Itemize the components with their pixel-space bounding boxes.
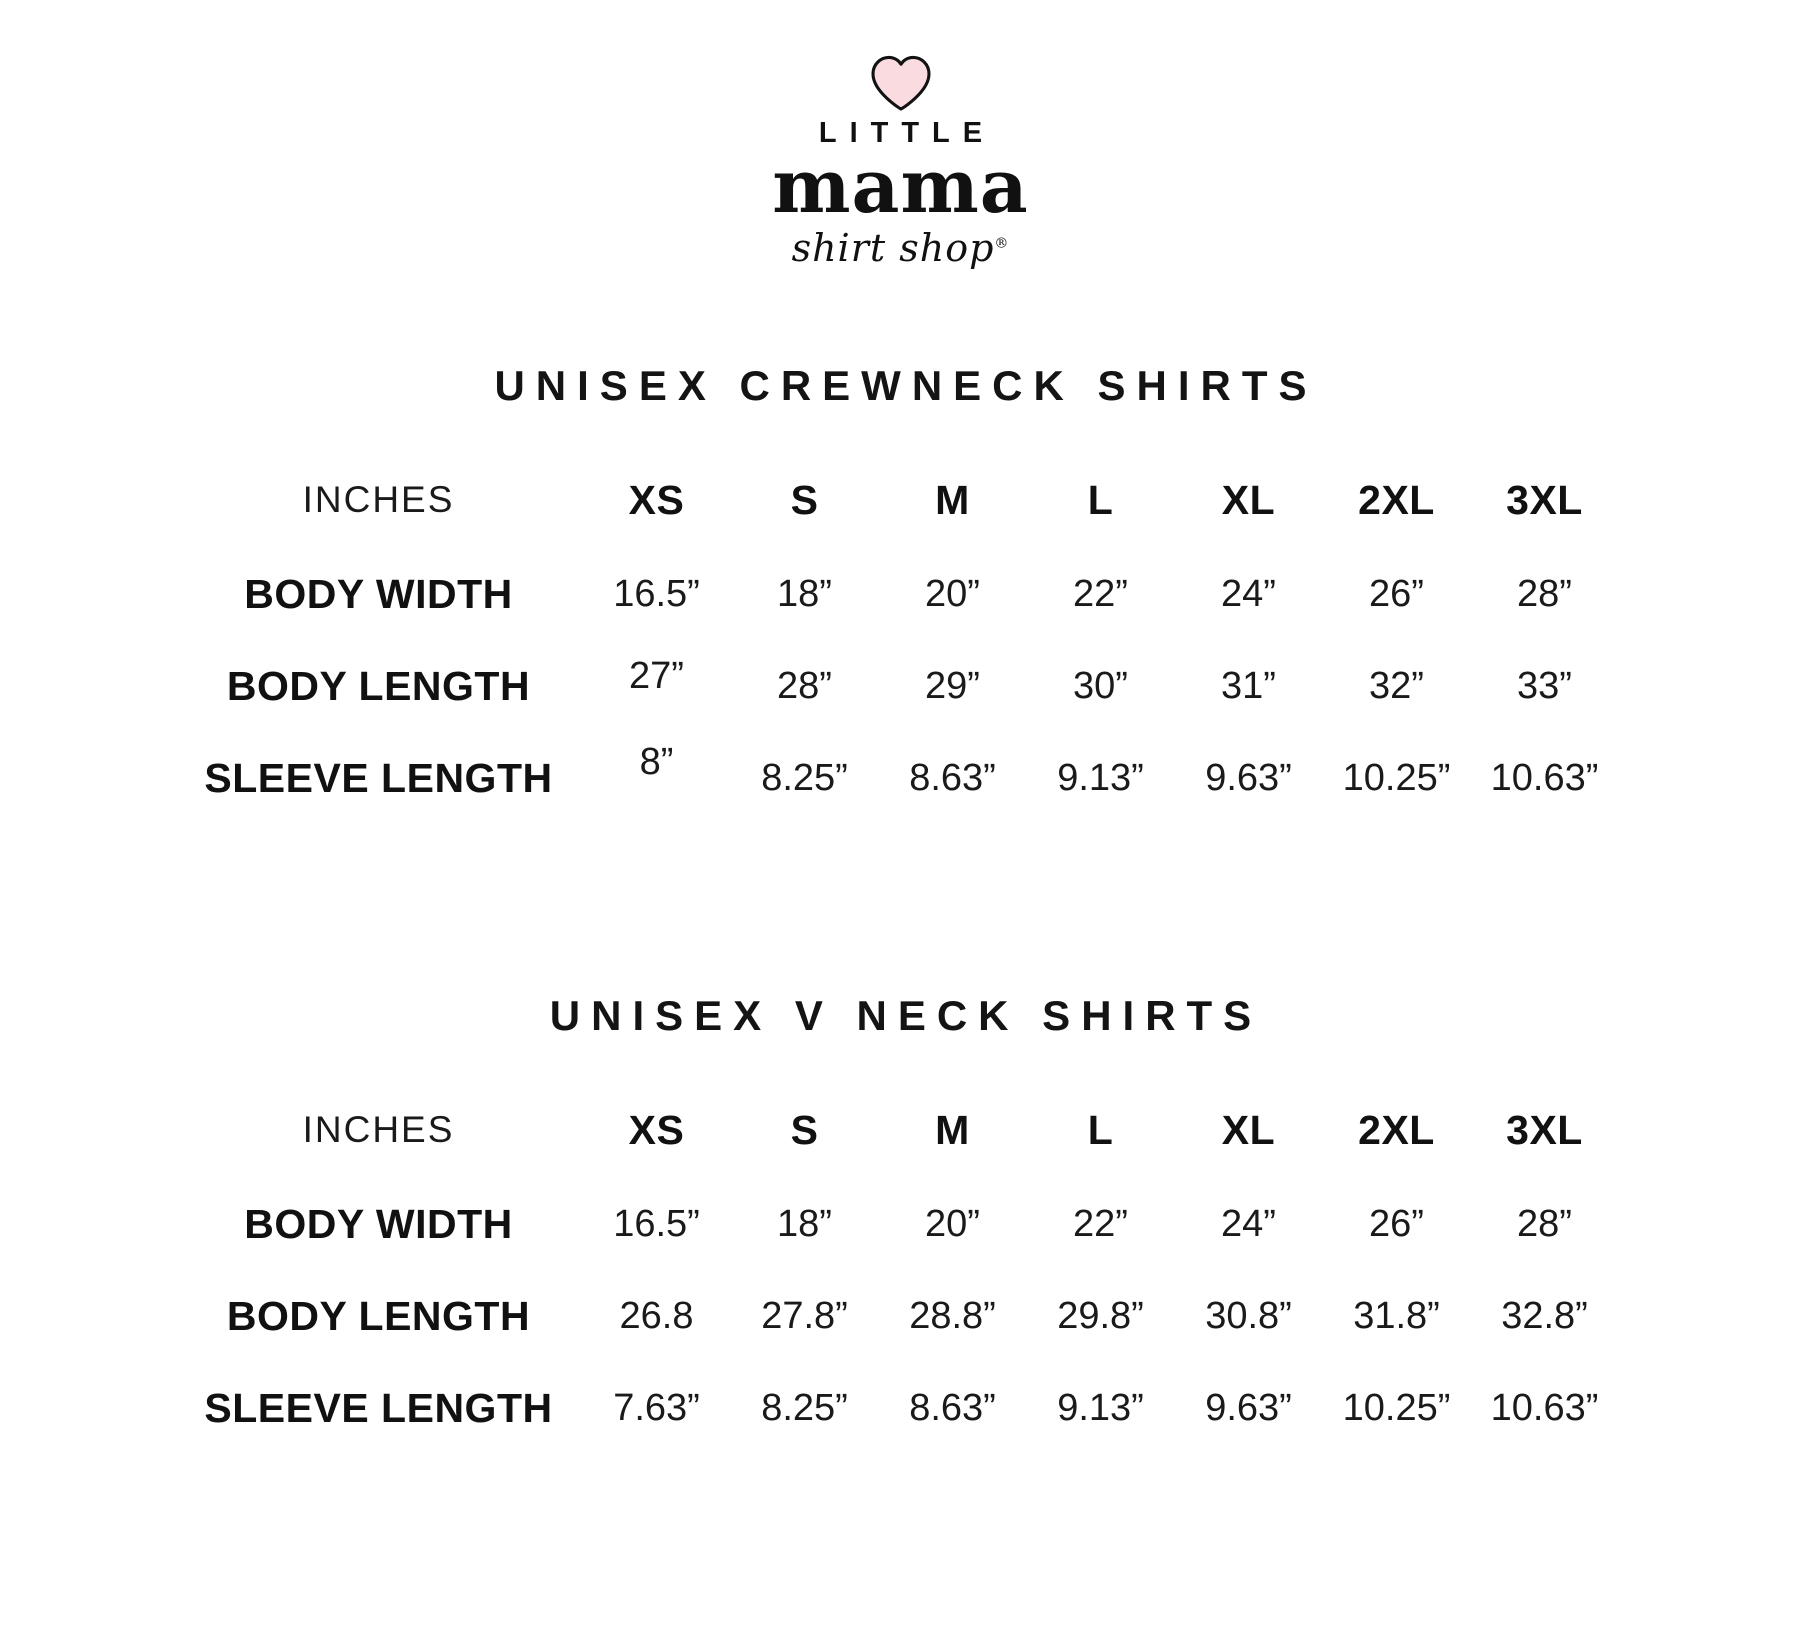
cell-body-width-xl: 24”	[1221, 1202, 1276, 1245]
cell-body-length-2xl: 32”	[1369, 664, 1424, 707]
cell-body-width-m: 20”	[925, 572, 980, 615]
table-row	[183, 1270, 1619, 1362]
brand-shirtshop-text: shirt shop	[791, 226, 995, 271]
header-size-l: L	[1087, 1106, 1114, 1153]
cell-sleeve-length-m: 8.63”	[909, 756, 996, 799]
cell-body-length-s: 27.8”	[761, 1294, 848, 1337]
cell-sleeve-length-l: 9.13”	[1057, 1386, 1144, 1429]
cell-body-length-xl: 31”	[1221, 664, 1276, 707]
cell-body-length-l: 30”	[1073, 664, 1128, 707]
cell-body-width-m: 20”	[925, 1202, 980, 1245]
row-label-body-width: BODY WIDTH	[244, 570, 513, 617]
cell-body-length-m: 29”	[925, 664, 980, 707]
cell-body-width-l: 22”	[1073, 572, 1128, 615]
cell-body-length-3xl: 33”	[1517, 664, 1572, 707]
cell-body-width-3xl: 28”	[1517, 572, 1572, 615]
row-label-sleeve-length: SLEEVE LENGTH	[204, 1384, 553, 1431]
cell-body-length-3xl: 32.8”	[1501, 1294, 1588, 1337]
cell-body-length-l: 29.8”	[1057, 1294, 1144, 1337]
section-title-v-neck: UNISEX V NECK SHIRTS	[549, 992, 1263, 1040]
cell-body-width-s: 18”	[777, 1202, 832, 1245]
table-row	[183, 732, 1619, 824]
header-size-l: L	[1087, 476, 1114, 523]
section-unisex-v-neck	[0, 992, 1801, 1454]
cell-body-length-2xl: 31.8”	[1353, 1294, 1440, 1337]
cell-sleeve-length-xs: 8”	[639, 740, 674, 783]
header-size-m: M	[935, 1106, 970, 1153]
cell-body-width-3xl: 28”	[1517, 1202, 1572, 1245]
table-row	[183, 1178, 1619, 1270]
cell-sleeve-length-s: 8.25”	[761, 1386, 848, 1429]
header-size-xl: XL	[1221, 1106, 1276, 1153]
cell-body-length-xl: 30.8”	[1205, 1294, 1292, 1337]
header-size-xs: XS	[628, 1106, 685, 1153]
brand-line-mama: mama	[772, 144, 1029, 230]
size-table-crewneck	[183, 452, 1619, 824]
header-size-m: M	[935, 476, 970, 523]
header-size-xl: XL	[1221, 476, 1276, 523]
header-inches: INCHES	[302, 1109, 455, 1151]
cell-body-length-s: 28”	[777, 664, 832, 707]
cell-body-width-2xl: 26”	[1369, 1202, 1424, 1245]
header-size-3xl: 3XL	[1506, 1106, 1583, 1153]
cell-sleeve-length-3xl: 10.63”	[1490, 1386, 1599, 1429]
cell-body-width-s: 18”	[777, 572, 832, 615]
registered-mark: ®	[994, 235, 1010, 252]
cell-body-width-xs: 16.5”	[613, 1202, 700, 1245]
cell-body-width-2xl: 26”	[1369, 572, 1424, 615]
cell-body-length-m: 28.8”	[909, 1294, 996, 1337]
header-size-2xl: 2XL	[1358, 476, 1435, 523]
section-unisex-crewneck	[0, 362, 1801, 824]
cell-body-length-xs: 27”	[629, 654, 684, 697]
header-size-3xl: 3XL	[1506, 476, 1583, 523]
cell-sleeve-length-3xl: 10.63”	[1490, 756, 1599, 799]
brand-logo	[0, 55, 1801, 270]
brand-line-little: LITTLE	[818, 117, 996, 149]
cell-sleeve-length-2xl: 10.25”	[1342, 756, 1451, 799]
row-label-body-length: BODY LENGTH	[226, 1292, 531, 1339]
cell-sleeve-length-2xl: 10.25”	[1342, 1386, 1451, 1429]
header-size-s: S	[790, 476, 819, 523]
brand-line-shirt-shop	[792, 226, 1010, 270]
cell-body-length-xs: 26.8	[619, 1294, 694, 1337]
size-table-v-neck	[183, 1082, 1619, 1454]
cell-body-width-xl: 24”	[1221, 572, 1276, 615]
cell-body-width-l: 22”	[1073, 1202, 1128, 1245]
row-label-body-width: BODY WIDTH	[244, 1200, 513, 1247]
row-label-body-length: BODY LENGTH	[226, 662, 531, 709]
cell-sleeve-length-xs: 7.63”	[613, 1386, 700, 1429]
table-row	[183, 1362, 1619, 1454]
header-size-s: S	[790, 1106, 819, 1153]
cell-sleeve-length-s: 8.25”	[761, 756, 848, 799]
cell-sleeve-length-m: 8.63”	[909, 1386, 996, 1429]
cell-sleeve-length-xl: 9.63”	[1205, 1386, 1292, 1429]
cell-sleeve-length-l: 9.13”	[1057, 756, 1144, 799]
table-row	[183, 548, 1619, 640]
header-inches: INCHES	[302, 479, 455, 521]
table-header-row	[183, 452, 1619, 548]
section-title-crewneck: UNISEX CREWNECK SHIRTS	[494, 362, 1318, 410]
cell-sleeve-length-xl: 9.63”	[1205, 756, 1292, 799]
header-size-xs: XS	[628, 476, 685, 523]
table-row	[183, 640, 1619, 732]
header-size-2xl: 2XL	[1358, 1106, 1435, 1153]
table-header-row	[183, 1082, 1619, 1178]
heart-icon	[870, 55, 932, 111]
cell-body-width-xs: 16.5”	[613, 572, 700, 615]
row-label-sleeve-length: SLEEVE LENGTH	[204, 754, 553, 801]
